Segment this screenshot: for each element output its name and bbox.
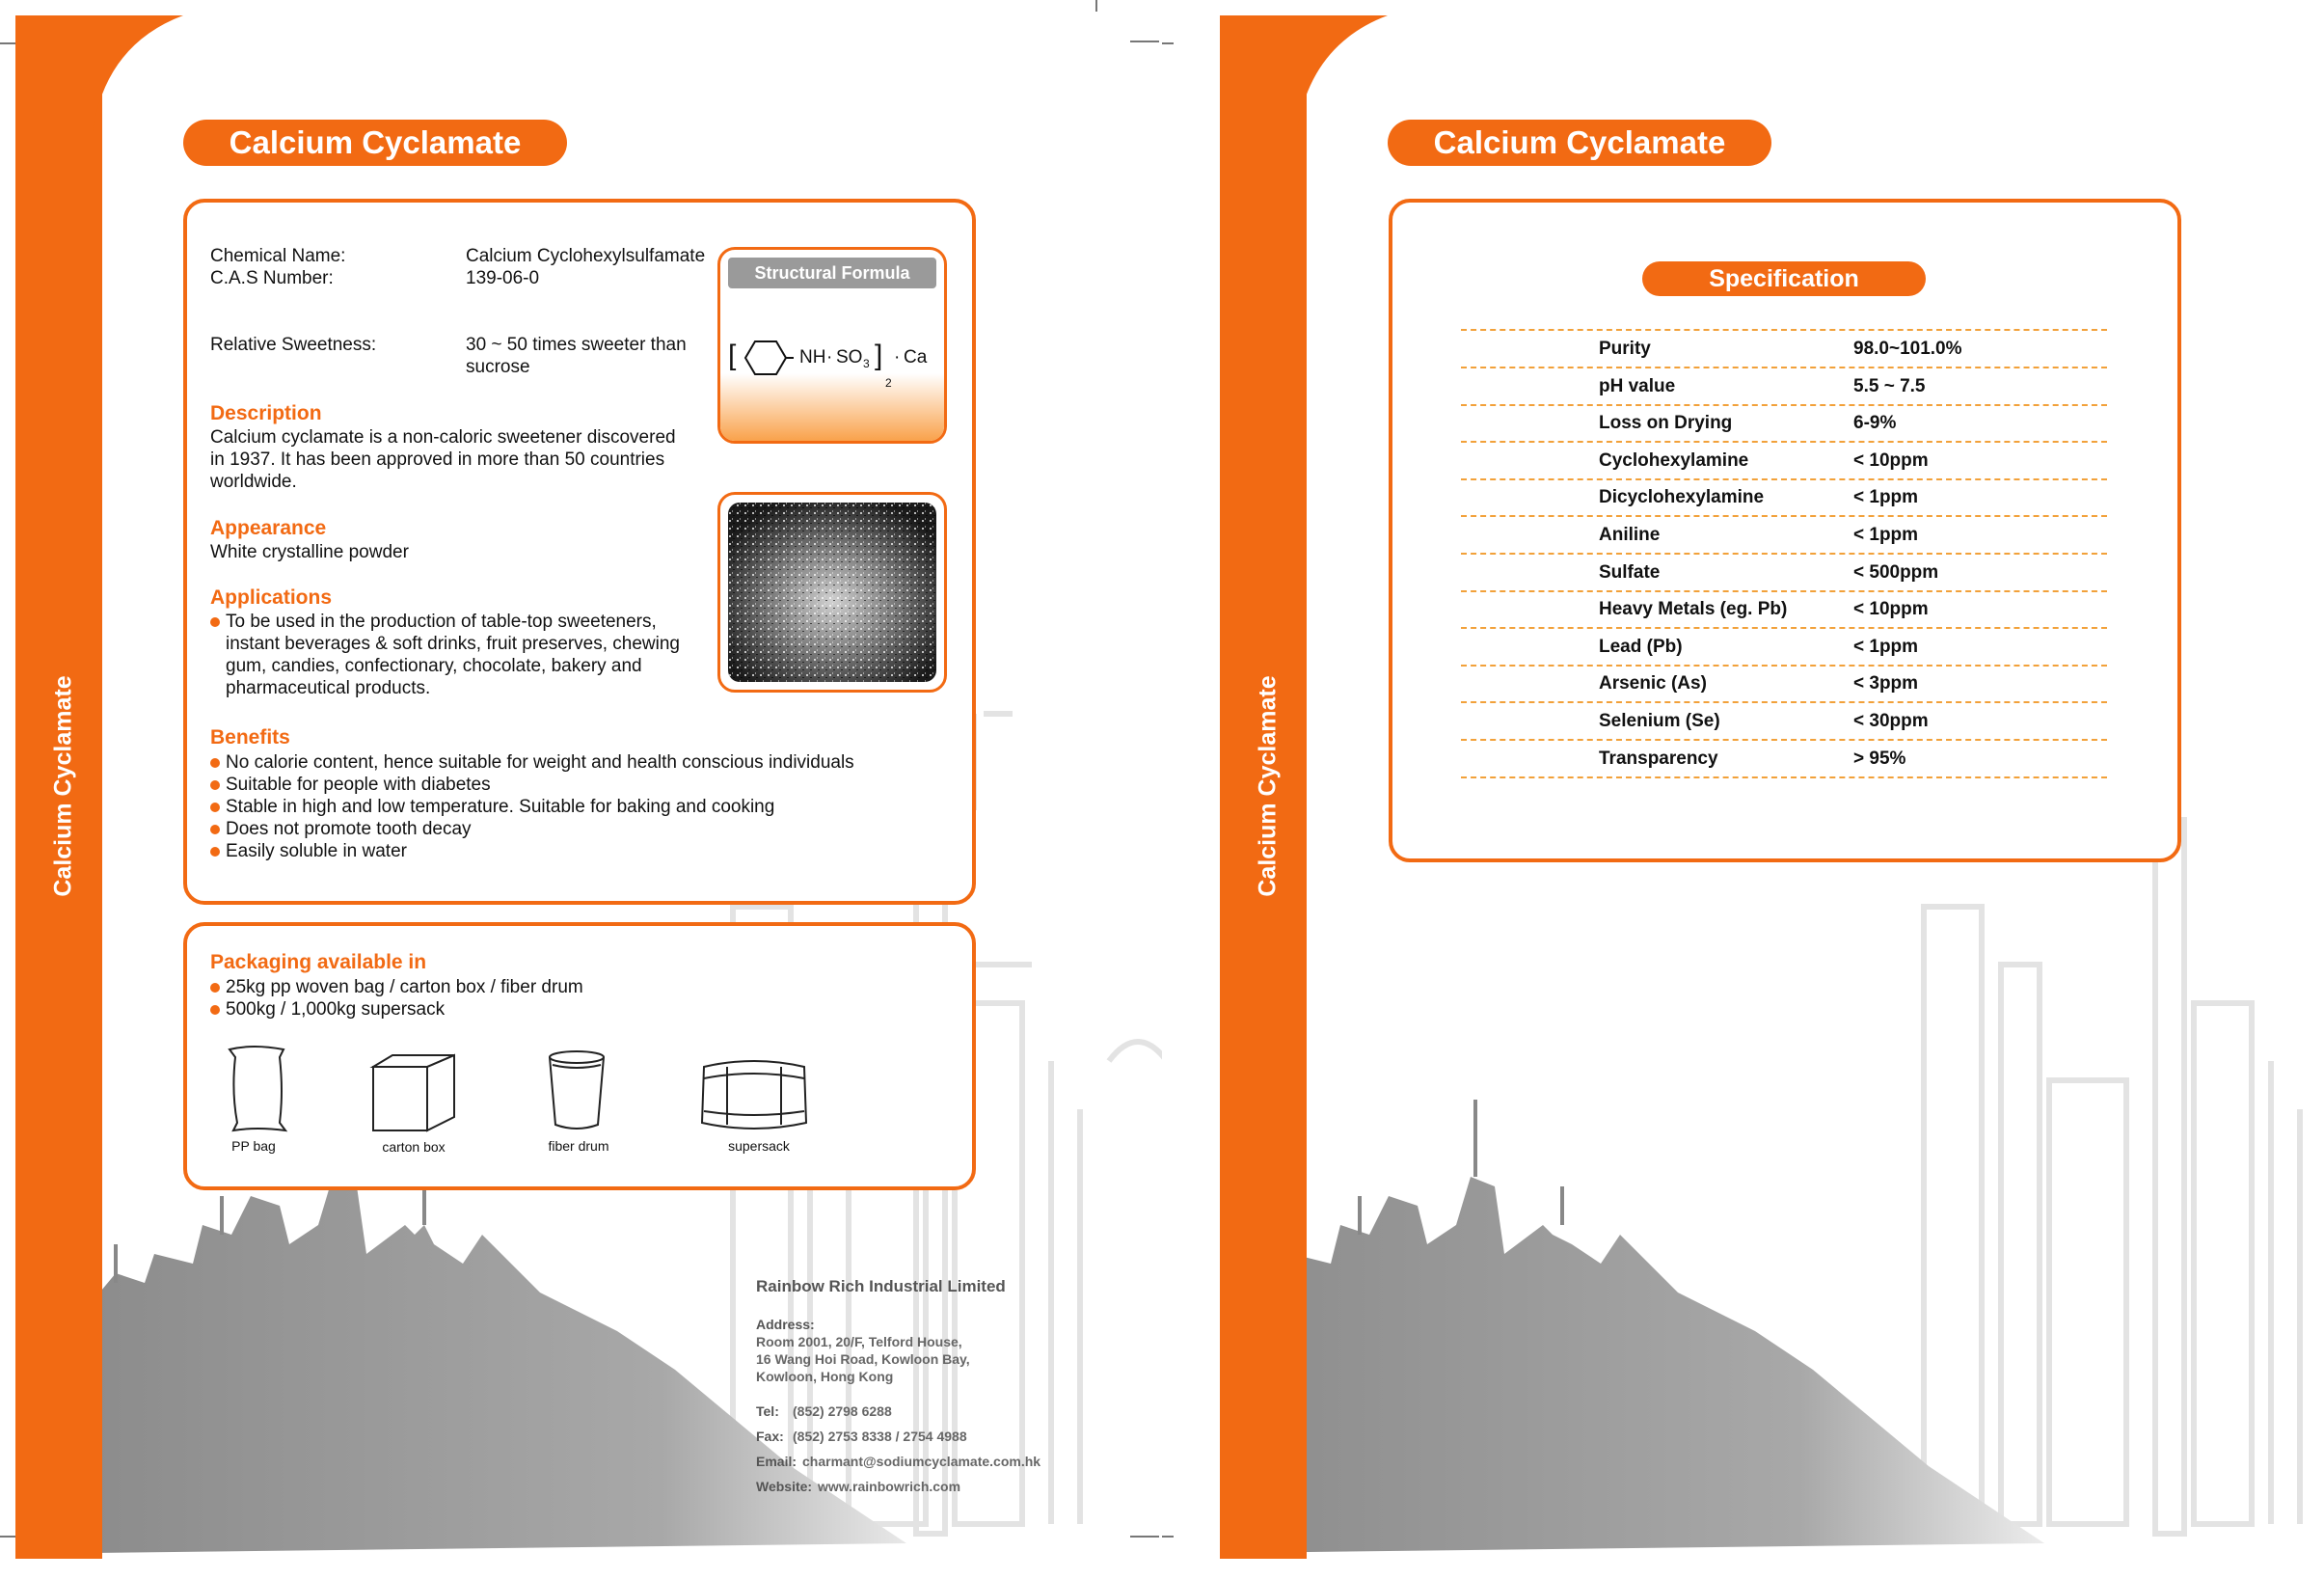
product-photo-frame: [717, 492, 947, 693]
benefit-item: Easily soluble in water: [210, 840, 854, 862]
formula-left-bracket: [: [728, 340, 737, 371]
applications-list: [210, 611, 657, 633]
spec-parameter: Cyclohexylamine: [1599, 449, 1749, 471]
website-link[interactable]: www.rainbowrich.com: [818, 1479, 961, 1494]
carton-box-icon: [369, 1053, 458, 1132]
spec-parameter: Heavy Metals (eg. Pb): [1599, 599, 1788, 620]
product-title-pill: Calcium Cyclamate: [1388, 120, 1771, 166]
supersack-label: supersack: [728, 1138, 790, 1154]
carton-box-label: carton box: [382, 1139, 446, 1155]
spec-row: [1461, 590, 2107, 629]
spec-row: [1461, 368, 2107, 406]
structural-formula-title: Structural Formula: [728, 258, 936, 288]
fiber-drum-icon: [547, 1049, 607, 1132]
description-heading: Description: [210, 402, 322, 424]
packaging-item: 25kg pp woven bag / carton box / fiber drum: [210, 976, 583, 998]
description-line-2: in 1937. It has been approved in more than 50 countries: [210, 449, 665, 470]
formula-so: SO: [836, 347, 863, 368]
spec-row: [1461, 404, 2107, 443]
spec-parameter: Sulfate: [1599, 561, 1661, 583]
formula-right-bracket: ]: [875, 340, 883, 371]
spec-row: [1461, 628, 2107, 667]
side-product-label: Calcium Cyclamate: [1254, 675, 1282, 897]
benefits-list: [210, 751, 854, 862]
applications-heading: Applications: [210, 586, 333, 609]
crystalline-powder-photo: [728, 503, 936, 682]
spec-value: 5.5 ~ 7.5: [1853, 375, 1926, 396]
website-label: Website:: [756, 1479, 813, 1494]
formula-sub-2: 2: [885, 376, 892, 390]
cas-label: C.A.S Number:: [210, 268, 334, 288]
spec-value: < 3ppm: [1853, 673, 1919, 694]
spec-parameter: Loss on Drying: [1599, 413, 1733, 434]
spec-parameter: Transparency: [1599, 748, 1718, 769]
benefit-item: Does not promote tooth decay: [210, 818, 854, 840]
description-line-3: worldwide.: [210, 472, 297, 492]
supersack-icon: [698, 1057, 810, 1134]
spec-parameter: Aniline: [1599, 525, 1661, 545]
appearance-text: White crystalline powder: [210, 542, 409, 562]
spec-value: < 1ppm: [1853, 487, 1919, 508]
specification-title: Specification: [1642, 261, 1926, 296]
appearance-heading: Appearance: [210, 517, 327, 539]
company-name: Rainbow Rich Industrial Limited: [756, 1277, 1006, 1295]
benefit-item: Suitable for people with diabetes: [210, 774, 854, 796]
structural-formula-box: [717, 247, 947, 444]
tel-value[interactable]: (852) 2798 6288: [793, 1403, 892, 1419]
spec-parameter: pH value: [1599, 375, 1676, 396]
cas-value: 139-06-0: [466, 268, 540, 288]
chemical-name-value: Calcium Cyclohexylsulfamate: [466, 246, 706, 266]
spec-value: < 10ppm: [1853, 449, 1929, 471]
benefit-item: No calorie content, hence suitable for weight and health conscious individuals: [210, 751, 854, 774]
spec-value: < 500ppm: [1853, 561, 1939, 583]
spec-value: 98.0~101.0%: [1853, 339, 1962, 359]
spec-value: < 10ppm: [1853, 599, 1929, 620]
spec-value: < 1ppm: [1853, 636, 1919, 657]
sweetness-value-line2: sucrose: [466, 357, 530, 377]
fiber-drum-label: fiber drum: [548, 1138, 609, 1154]
chemical-name-label: Chemical Name:: [210, 246, 346, 266]
formula-nh: NH: [799, 347, 826, 368]
spec-value: > 95%: [1853, 748, 1906, 769]
address-label: Address:: [756, 1317, 815, 1332]
fax-label: Fax:: [756, 1429, 784, 1444]
pp-bag-label: PP bag: [231, 1138, 276, 1154]
spec-value: < 1ppm: [1853, 525, 1919, 545]
spec-row: [1461, 442, 2107, 480]
packaging-heading: Packaging available in: [210, 951, 427, 973]
spec-value: 6-9%: [1853, 413, 1897, 434]
spec-parameter: Arsenic (As): [1599, 673, 1707, 694]
email-link[interactable]: charmant@sodiumcyclamate.com.hk: [802, 1454, 1041, 1469]
formula-sub-3: 3: [863, 357, 870, 370]
spec-parameter: Selenium (Se): [1599, 711, 1720, 731]
address-line: Kowloon, Hong Kong: [756, 1369, 894, 1384]
benefit-item: Stable in high and low temperature. Suitable for baking and cooking: [210, 796, 854, 818]
side-product-label: Calcium Cyclamate: [49, 675, 77, 897]
formula-ca: Ca: [904, 347, 928, 368]
packaging-item: 500kg / 1,000kg supersack: [210, 998, 583, 1021]
spec-parameter: Lead (Pb): [1599, 636, 1683, 657]
applications-line: To be used in the production of table-top sweeteners,: [210, 611, 657, 633]
spec-row: [1461, 665, 2107, 703]
packaging-list: [210, 976, 583, 1021]
cyclohexane-ring-icon: [734, 339, 794, 377]
formula-dot: ·: [826, 347, 833, 368]
spec-value: < 30ppm: [1853, 711, 1929, 731]
pp-bag-icon: [224, 1044, 291, 1132]
sweetness-value-line1: 30 ~ 50 times sweeter than: [466, 335, 687, 355]
spec-row: [1461, 740, 2107, 778]
address-line: Room 2001, 20/F, Telford House,: [756, 1334, 962, 1349]
spec-parameter: Purity: [1599, 339, 1651, 359]
accent-bar-curve: [87, 15, 193, 131]
sweetness-label: Relative Sweetness:: [210, 335, 377, 355]
email-label: Email:: [756, 1454, 797, 1469]
spec-parameter: Dicyclohexylamine: [1599, 487, 1765, 508]
spec-row: [1461, 702, 2107, 741]
applications-line: pharmaceutical products.: [226, 678, 431, 698]
spec-row: [1461, 330, 2107, 368]
spec-row: [1461, 554, 2107, 592]
spec-row: [1461, 478, 2107, 517]
address-line: 16 Wang Hoi Road, Kowloon Bay,: [756, 1351, 970, 1367]
spec-row: [1461, 516, 2107, 555]
description-line-1: Calcium cyclamate is a non-caloric sweetener discovered: [210, 427, 676, 448]
tel-label: Tel:: [756, 1403, 779, 1419]
applications-line: instant beverages & soft drinks, fruit preserves, chewing: [226, 634, 681, 654]
benefits-heading: Benefits: [210, 726, 290, 749]
formula-dot-2: ·: [894, 347, 901, 368]
fax-value: (852) 2753 8338 / 2754 4988: [793, 1429, 967, 1444]
accent-bar-curve: [1291, 15, 1397, 131]
spec-top-rule: [1461, 292, 2107, 331]
product-title-pill: Calcium Cyclamate: [183, 120, 567, 166]
applications-line: gum, candies, confectionary, chocolate, bakery and: [226, 656, 642, 676]
